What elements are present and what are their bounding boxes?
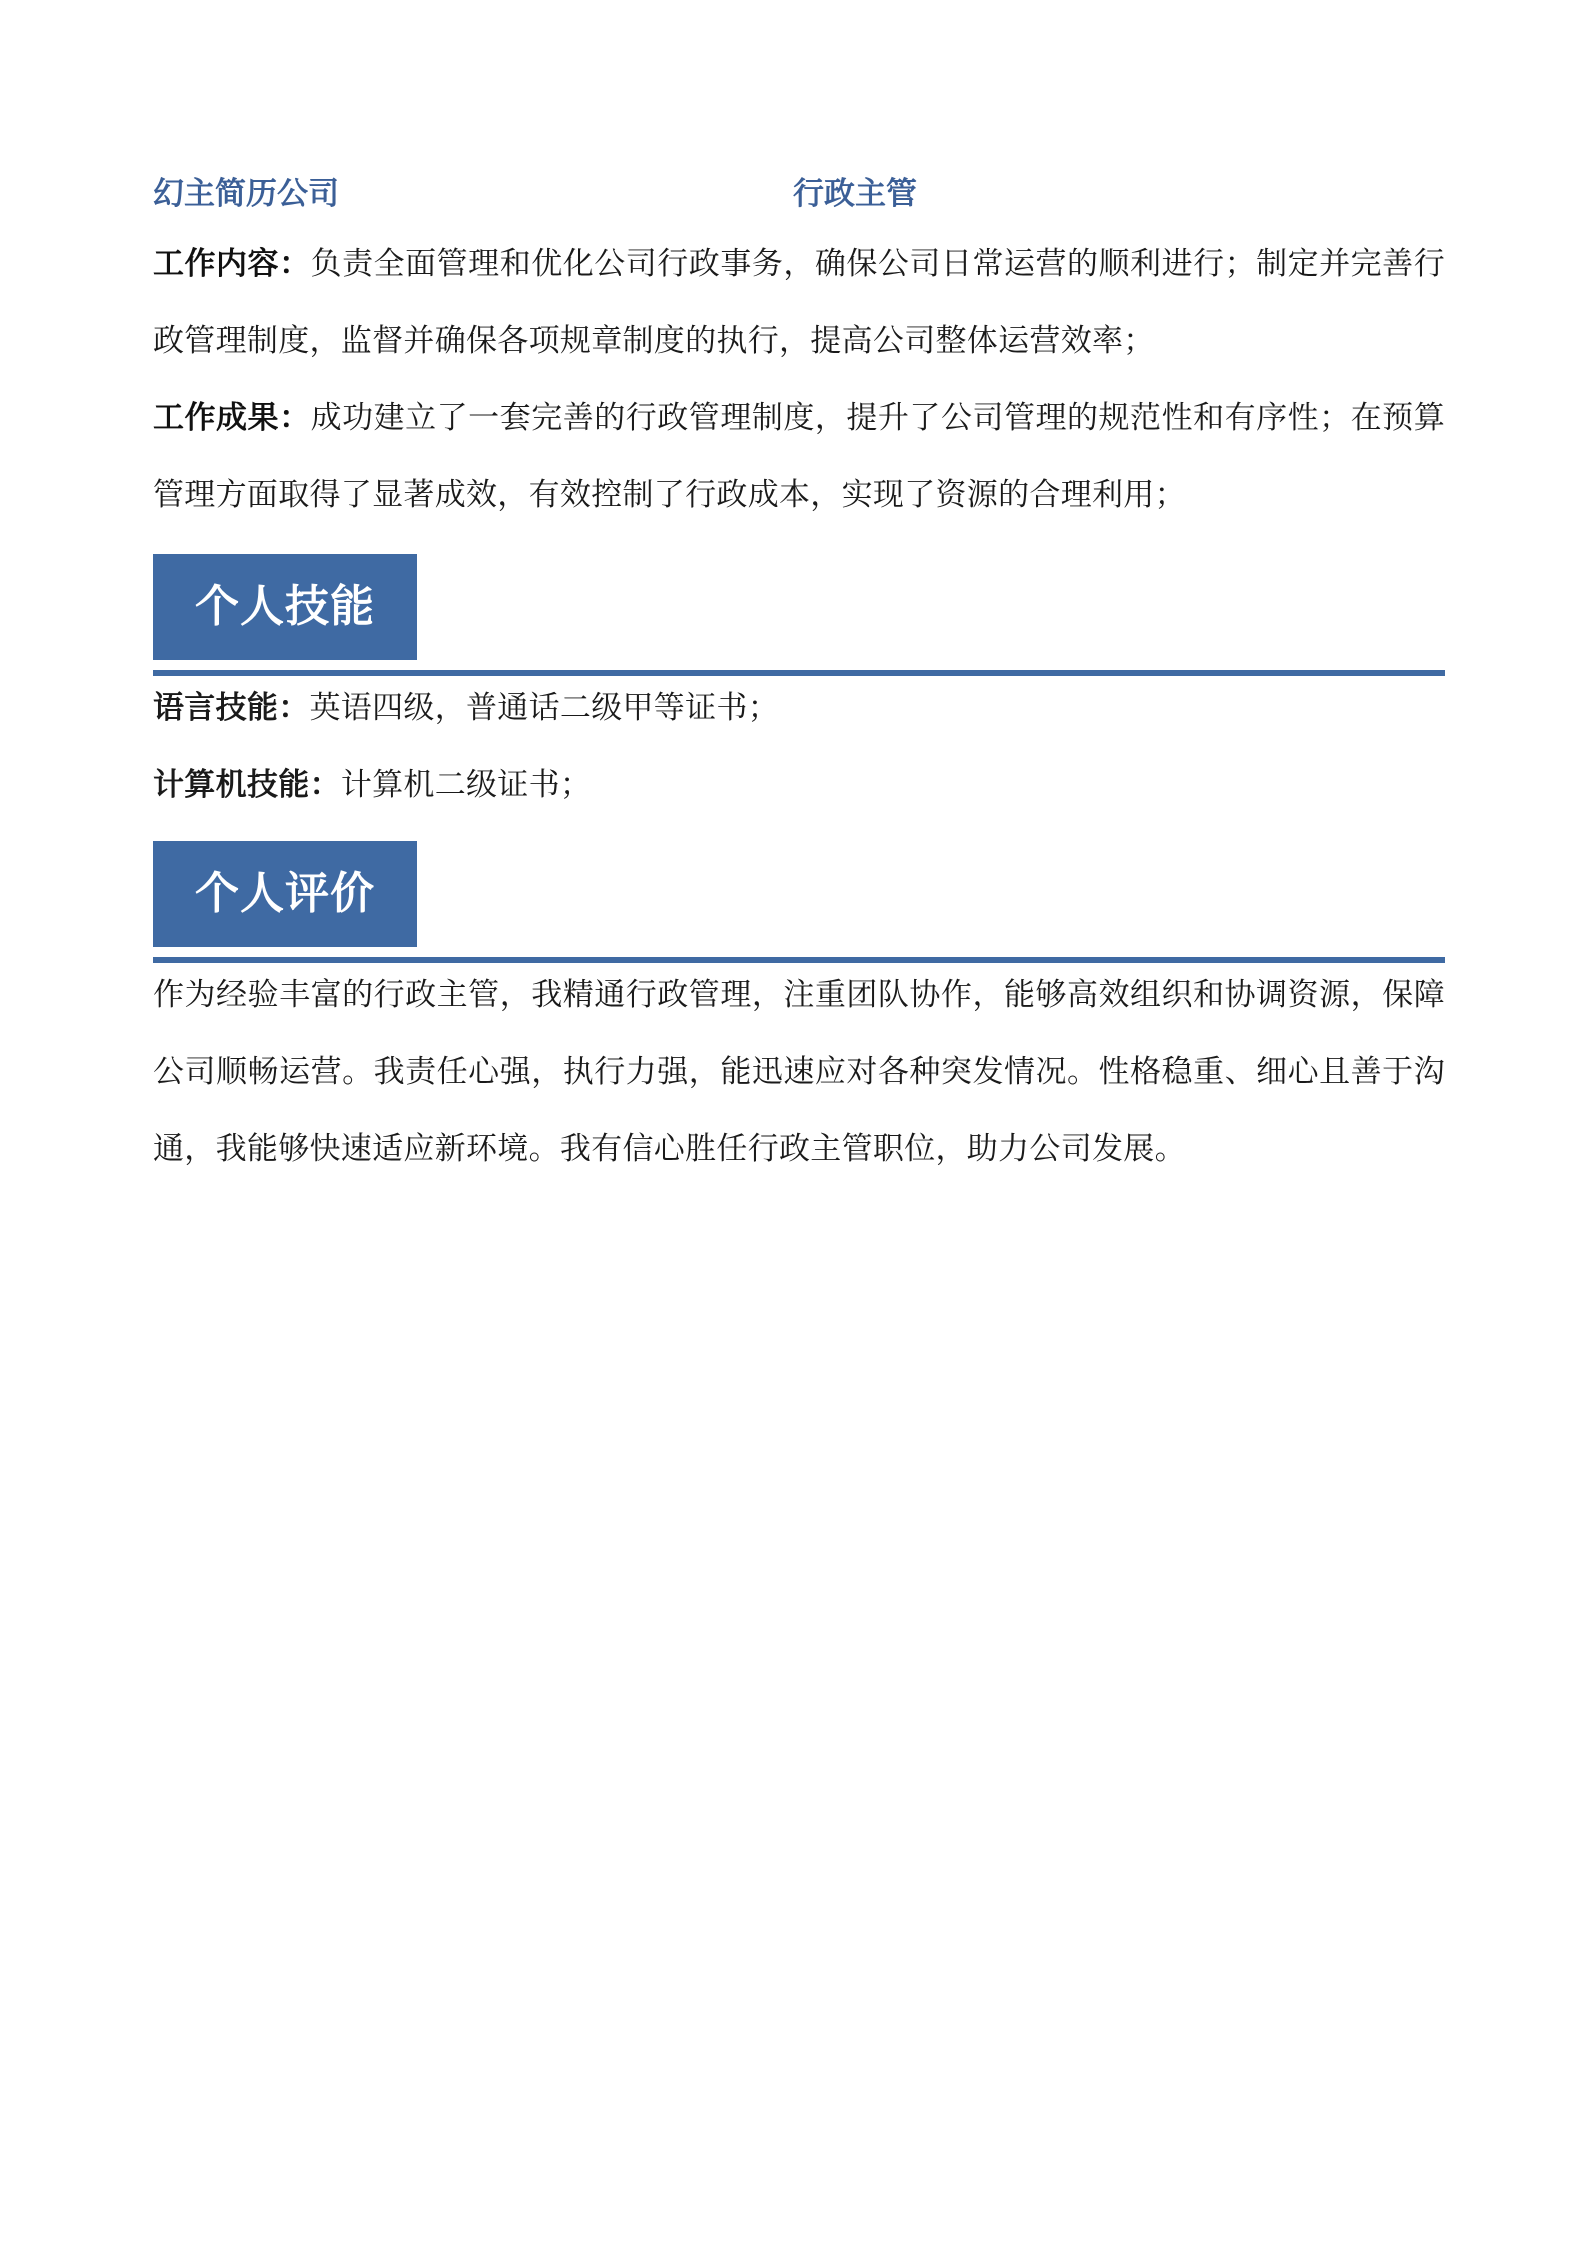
- work-results-text: 成功建立了一套完善的行政管理制度，提升了公司管理的规范性和有序性；在预算管理方面取得了显著成效，有效控制了行政成本，实现了资源的合理利用；: [153, 400, 1446, 513]
- work-results-label: 工作成果：: [153, 400, 311, 436]
- skills-section-heading: 个人技能: [153, 554, 417, 660]
- company-name: 幻主简历公司: [153, 176, 339, 212]
- evaluation-section-heading: 个人评价: [153, 841, 417, 947]
- language-skill-label: 语言技能：: [153, 690, 310, 726]
- work-content-text: 负责全面管理和优化公司行政事务，确保公司日常运营的顺利进行；制定并完善行政管理制度，监督并确保各项规章制度的执行，提高公司整体运营效率；: [153, 246, 1446, 359]
- computer-skill-line: [153, 747, 591, 824]
- computer-skill-label: 计算机技能：: [153, 767, 341, 803]
- self-evaluation-paragraph: 作为经验丰富的行政主管，我精通行政管理，注重团队协作，能够高效组织和协调资源，保障公司顺畅运营。我责任心强，执行力强，能迅速应对各种突发情况。性格稳重、细心且善于沟通，我能够快速适应新环境。我有信心胜任行政主管职位，助力公司发展。: [153, 977, 1445, 1167]
- work-content-label: 工作内容：: [153, 246, 311, 282]
- language-skill-line: [153, 670, 779, 747]
- computer-skill-text: 计算机二级证书；: [340, 767, 592, 803]
- language-skill-text: 英语四级，普通话二级甲等证书；: [309, 690, 779, 726]
- job-header: [153, 172, 1445, 216]
- work-content-paragraph: [153, 226, 1445, 380]
- job-position: 行政主管: [793, 176, 917, 212]
- work-results-paragraph: [153, 380, 1445, 534]
